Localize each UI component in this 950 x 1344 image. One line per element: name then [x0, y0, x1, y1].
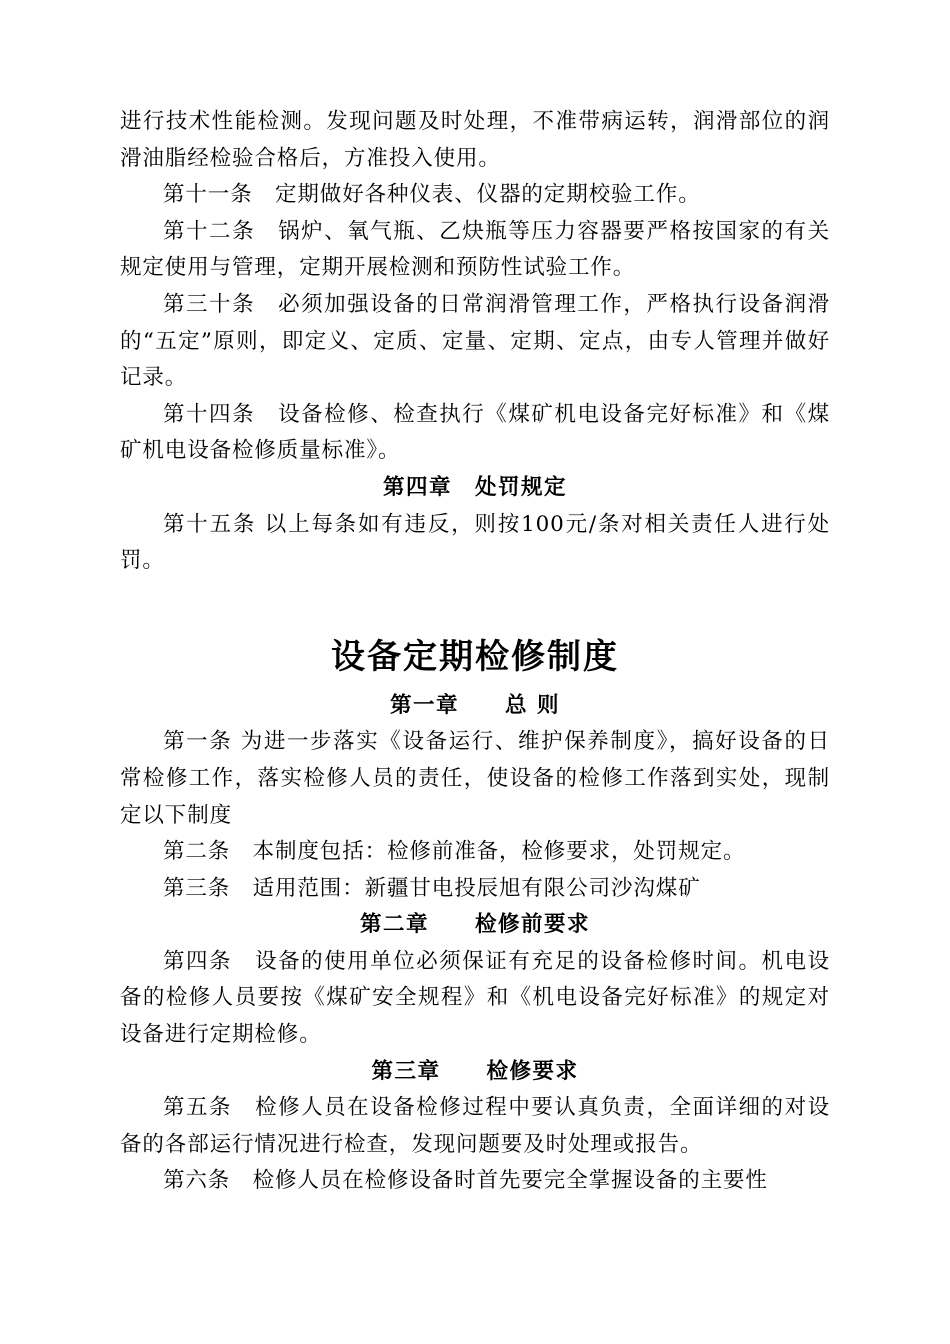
article-11: 第十一条 定期做好各种仪表、仪器的定期校验工作。: [163, 182, 701, 208]
article-6: 第六条 检修人员在检修设备时首先要完全掌握设备的主要性: [163, 1168, 768, 1194]
article-14: 第十四条 设备检修、检查执行《煤矿机电设备完好标准》和《煤矿机电设备检修质量标准》。: [120, 401, 830, 464]
paragraph-continued: 进行技术性能检测。发现问题及时处理，不准带病运转，润滑部位的润滑油脂经检验合格后，方准投入使用。: [120, 109, 830, 171]
article-3: 第三条 适用范围：新疆甘电投辰旭有限公司沙沟煤矿: [163, 875, 701, 901]
chapter-3-heading: 第三章 检修要求: [371, 1058, 579, 1084]
chapter-1-heading: 第一章 总 则: [390, 692, 560, 718]
article-1: 第一条 为进一步落实《设备运行、维护保养制度》，搞好设备的日常检修工作，落实检修人员的责任，使设备的检修工作落到实处，现制定以下制度: [120, 729, 830, 828]
article-2: 第二条 本制度包括：检修前准备，检修要求，处罚规定。: [163, 839, 746, 865]
article-15: 第十五条 以上每条如有违反，则按100元/条对相关责任人进行处罚。: [120, 511, 830, 574]
article-5: 第五条 检修人员在设备检修过程中要认真负责，全面详细的对设备的各部运行情况进行检查，发现问题要及时处理或报告。: [120, 1095, 830, 1157]
article-4: 第四条 设备的使用单位必须保证有充足的设备检修时间。机电设备的检修人员要按《煤矿安全规程》和《机电设备完好标准》的规定对设备进行定期检修。: [120, 948, 830, 1048]
chapter-2-heading: 第二章 检修前要求: [359, 912, 590, 938]
article-30: 第三十条 必须加强设备的日常润滑管理工作，严格执行设备润滑的“五定”原则，即定义、定质、定量、定期、定点，由专人管理并做好记录。: [120, 291, 830, 391]
article-12: 第十二条 锅炉、氧气瓶、乙炔瓶等压力容器要严格按国家的有关规定使用与管理，定期开展检测和预防性试验工作。: [120, 218, 830, 281]
section-spacer: [120, 580, 830, 608]
document-page: [120, 104, 830, 1200]
document-title: 设备定期检修制度: [331, 636, 619, 677]
chapter-4-heading: 第四章 处罚规定: [382, 474, 567, 500]
